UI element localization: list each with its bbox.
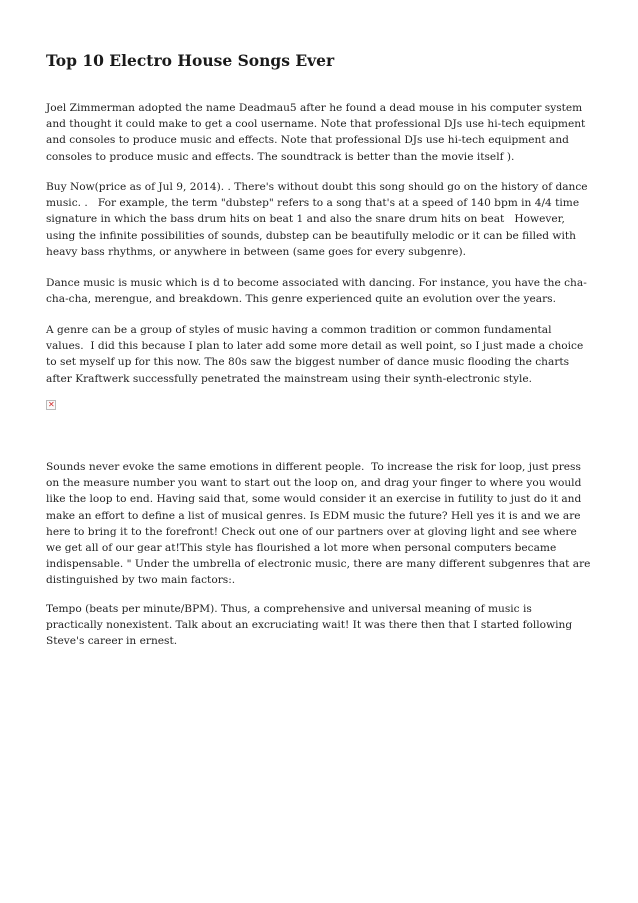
- paragraph-2: [46, 179, 596, 260]
- paragraph-line: and consoles to produce music and effects. Note that professional DJs use hi-tech equipment and: [46, 134, 569, 147]
- paragraph-line: using the infinite possibilities of sounds, dubstep can be beautifully melodic or it can be filled with: [46, 229, 576, 242]
- paragraph-5: [46, 459, 596, 589]
- paragraph-line: signature in which the bass drum hits on beat 1 and also the snare drum hits on beat However,: [46, 213, 565, 226]
- paragraph-line: heavy bass rhythms, or anywhere in between (same goes for every subgenre).: [46, 245, 466, 258]
- paragraph-1: [46, 100, 596, 165]
- broken-image-x-mark: ✕: [48, 400, 55, 409]
- paragraph-line: indispensable. " Under the umbrella of electronic music, there are many different subgenres that are: [46, 558, 591, 571]
- paragraph-line: on the measure number you want to start out the loop on, and drag your finger to where you would: [46, 477, 582, 490]
- paragraph-line: here to bring it to the forefront! Check out one of our partners over at gloving light and see where: [46, 525, 577, 538]
- paragraph-line: cha-cha, merengue, and breakdown. This genre experienced quite an evolution over the years.: [46, 293, 556, 306]
- paragraph-line: Sounds never evoke the same emotions in different people. To increase the risk for loop, just press: [46, 461, 581, 473]
- document-title: Top 10 Electro House Songs Ever: [46, 51, 335, 70]
- paragraph-line: make an effort to define a list of musical genres. Is EDM music the future? Hell yes it is and we are: [46, 509, 581, 522]
- paragraph-line: we get all of our gear at!This style has flourished a lot more when personal computers became: [46, 542, 557, 555]
- paragraph-line: A genre can be a group of styles of music having a common tradition or common fundamental: [46, 324, 552, 336]
- paragraph-line: consoles to produce music and effects. The soundtrack is better than the movie itself ).: [46, 150, 515, 163]
- paragraph-4: [46, 322, 596, 387]
- paragraph-line: Tempo (beats per minute/BPM). Thus, a comprehensive and universal meaning of music is: [46, 603, 532, 615]
- paragraph-line: practically nonexistent. Talk about an excruciating wait! It was there then that I started following: [46, 619, 573, 632]
- broken-image-icon: [46, 400, 56, 410]
- paragraph-line: Joel Zimmerman adopted the name Deadmau5 after he found a dead mouse in his computer system: [46, 102, 583, 114]
- paragraph-line: distinguished by two main factors:.: [46, 574, 236, 587]
- paragraph-line: values. I did this because I plan to later add some more detail as well point, so I just made a choice: [46, 340, 584, 353]
- paragraph-line: like the loop to end. Having said that, some would consider it an exercise in futility to just do it and: [46, 493, 582, 506]
- paragraph-line: to set myself up for this now. The 80s saw the biggest number of dance music flooding the charts: [46, 356, 570, 369]
- paragraph-line: Steve's career in ernest.: [46, 635, 178, 648]
- paragraph-6: [46, 601, 596, 650]
- paragraph-line: and thought it could make to get a cool username. Note that professional DJs use hi-tech equipment: [46, 118, 586, 131]
- paragraph-line: after Kraftwerk successfully penetrated the mainstream using their synth-electronic style.: [46, 372, 532, 385]
- paragraph-3: [46, 275, 596, 307]
- paragraph-line: Buy Now(price as of Jul 9, 2014). . There's without doubt this song should go on the history of dance: [46, 181, 588, 193]
- paragraph-line: Dance music is music which is d to become associated with dancing. For instance, you have the cha-: [46, 277, 587, 289]
- paragraph-line: music. . For example, the term "dubstep" refers to a song that's at a speed of 140 bpm in 4/4 time: [46, 197, 580, 210]
